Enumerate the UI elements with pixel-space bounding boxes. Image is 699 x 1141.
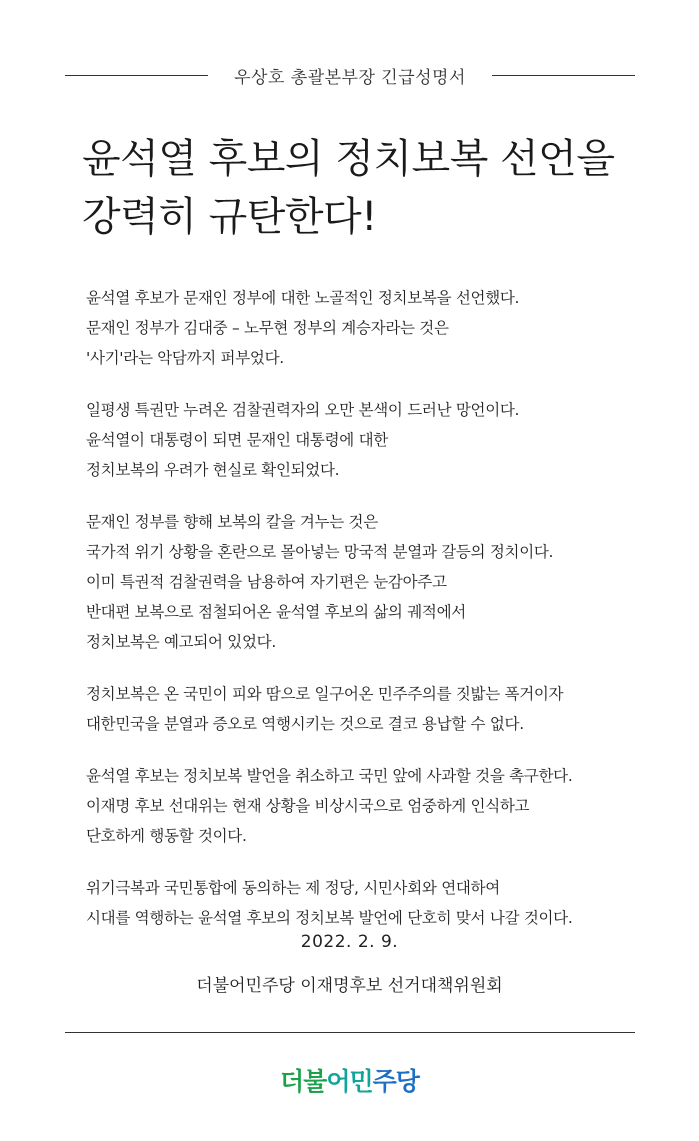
paragraph-line: 이미 특권적 검찰권력을 남용하여 자기편은 눈감아주고 bbox=[86, 573, 447, 591]
paragraph-4 bbox=[86, 679, 646, 739]
paragraph-line: 국가적 위기 상황을 혼란으로 몰아넣는 망국적 분열과 갈등의 정치이다. bbox=[86, 543, 554, 561]
paragraph-line: 정치보복은 온 국민이 피와 땀으로 일구어온 민주주의를 짓밟는 폭거이자 bbox=[86, 685, 564, 703]
paragraph-line: 윤석열 후보는 정치보복 발언을 취소하고 국민 앞에 사과할 것을 촉구한다. bbox=[86, 767, 573, 785]
headline-line-2: 강력히 규탄한다! bbox=[82, 194, 377, 240]
paragraph-line: 윤석열이 대통령이 되면 문재인 대통령에 대한 bbox=[86, 431, 388, 449]
paragraph-line: 시대를 역행하는 윤석열 후보의 정치보복 발언에 단호히 맞서 나갈 것이다. bbox=[86, 909, 573, 927]
header-label: 우상호 총괄본부장 긴급성명서 bbox=[234, 67, 466, 88]
party-logo bbox=[0, 1062, 699, 1098]
paragraph-1 bbox=[86, 283, 646, 373]
paragraph-line: 반대편 보복으로 점철되어온 윤석열 후보의 삶의 궤적에서 bbox=[86, 603, 466, 621]
statement-organization: 더불어민주당 이재명후보 선거대책위원회 bbox=[196, 976, 503, 996]
statement-date: 2022. 2. 9. bbox=[300, 932, 399, 952]
statement-body bbox=[86, 283, 646, 955]
paragraph-2 bbox=[86, 395, 646, 485]
footer-divider bbox=[65, 1032, 635, 1033]
paragraph-line: '사기'라는 악담까지 퍼부었다. bbox=[86, 349, 284, 367]
paragraph-line: 정치보복은 예고되어 있었다. bbox=[86, 633, 276, 651]
paragraph-line: 단호하게 행동할 것이다. bbox=[86, 827, 247, 845]
headline bbox=[82, 130, 642, 246]
paragraph-5 bbox=[86, 761, 646, 851]
paragraph-line: 일평생 특권만 누려온 검찰권력자의 오만 본색이 드러난 망언이다. bbox=[86, 401, 520, 419]
header-line-left bbox=[65, 75, 208, 76]
header bbox=[65, 55, 635, 95]
paragraph-line: 이재명 후보 선대위는 현재 상황을 비상시국으로 엄중하게 인식하고 bbox=[86, 797, 530, 815]
paragraph-line: 정치보복의 우려가 현실로 확인되었다. bbox=[86, 461, 340, 479]
paragraph-line: 문재인 정부를 향해 보복의 칼을 겨누는 것은 bbox=[86, 513, 378, 531]
paragraph-line: 문재인 정부가 김대중 – 노무현 정부의 계승자라는 것은 bbox=[86, 319, 449, 337]
paragraph-line: 대한민국을 분열과 증오로 역행시키는 것으로 결코 용납할 수 없다. bbox=[86, 715, 524, 733]
paragraph-3 bbox=[86, 507, 646, 657]
paragraph-6 bbox=[86, 873, 646, 933]
logo-part-2: 어민 bbox=[326, 1067, 373, 1096]
headline-line-1: 윤석열 후보의 정치보복 선언을 bbox=[82, 136, 615, 182]
paragraph-line: 윤석열 후보가 문재인 정부에 대한 노골적인 정치보복을 선언했다. bbox=[86, 289, 520, 307]
logo-part-3: 주당 bbox=[372, 1067, 419, 1096]
paragraph-line: 위기극복과 국민통합에 동의하는 제 정당, 시민사회와 연대하여 bbox=[86, 879, 500, 897]
logo-part-1: 더불 bbox=[280, 1067, 327, 1096]
header-line-right bbox=[492, 75, 635, 76]
